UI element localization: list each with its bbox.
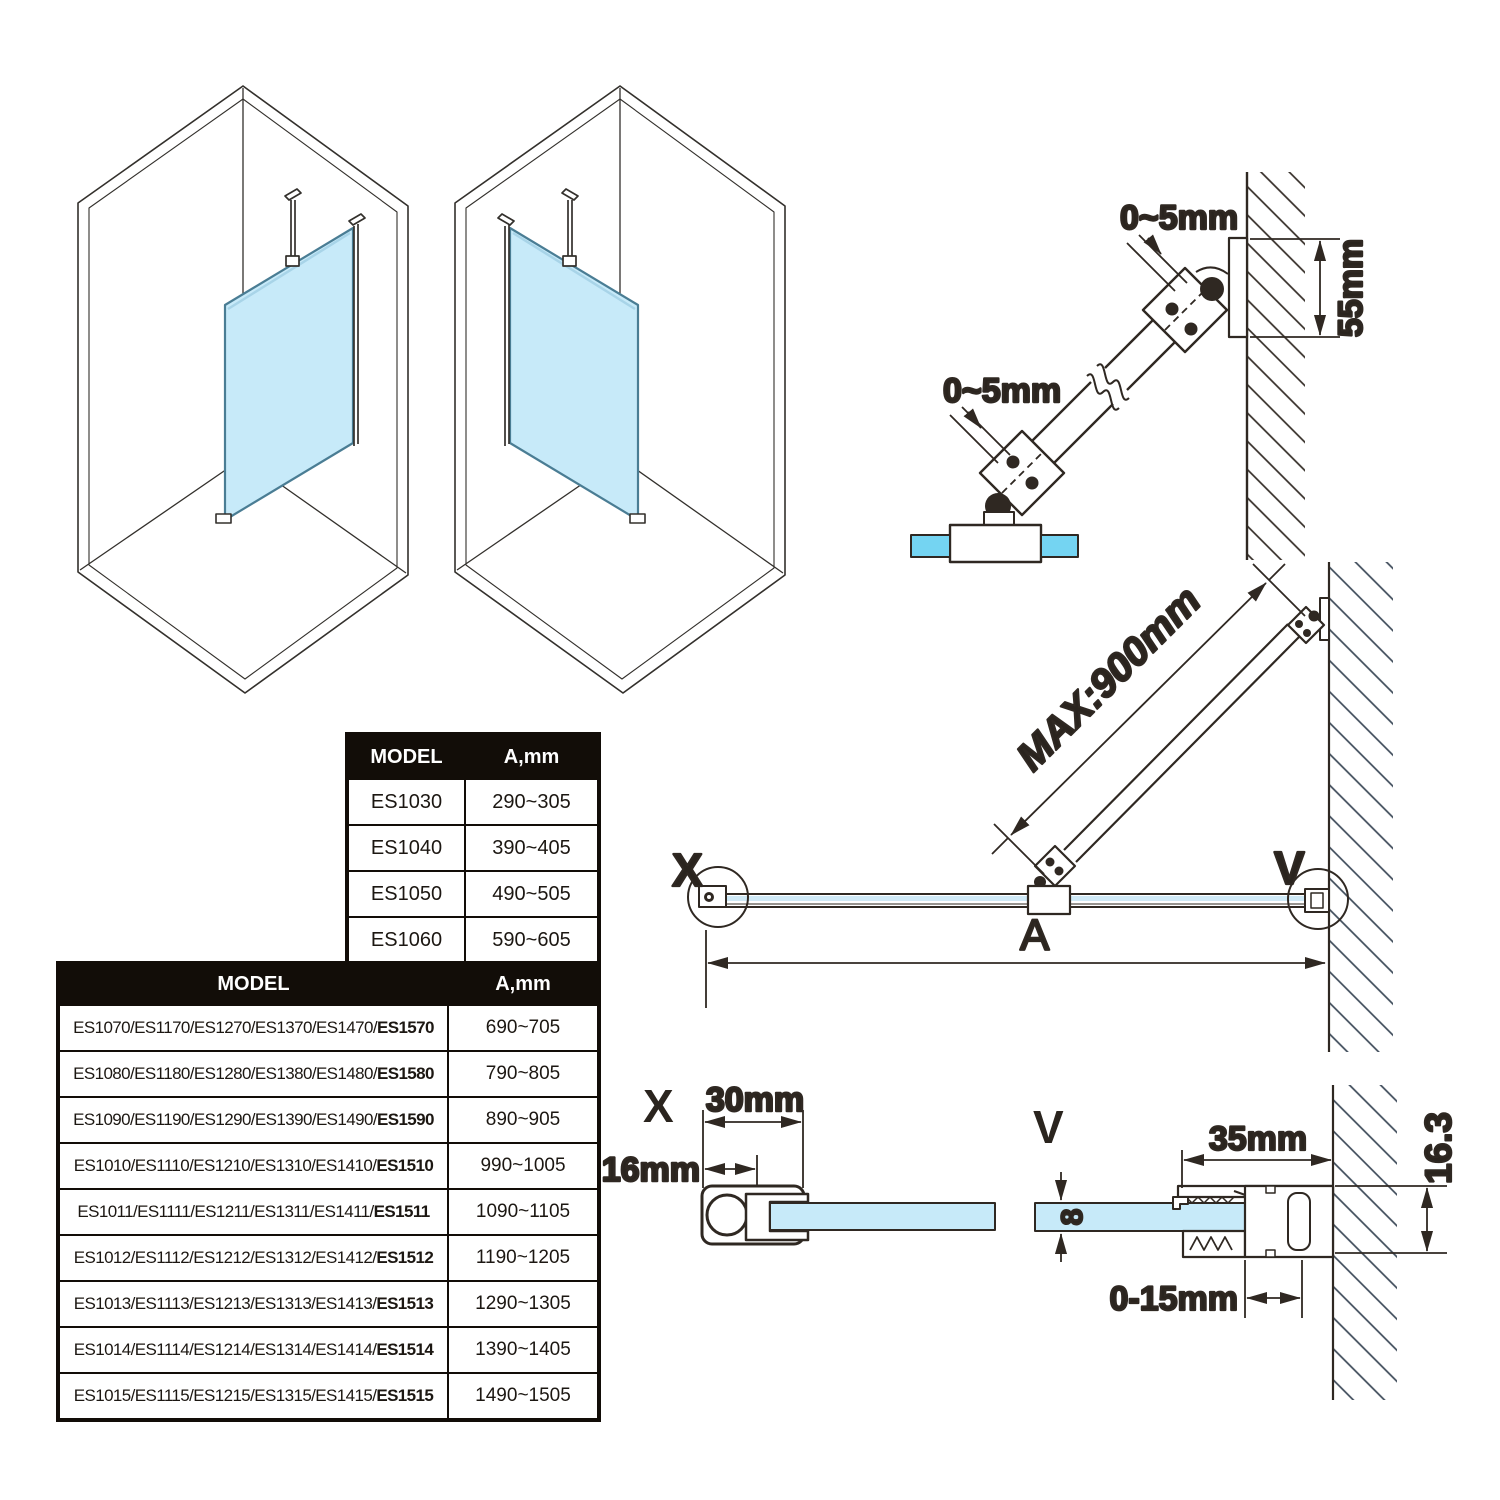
table-row [58,1097,599,1143]
tube-width-label: 16mm [601,1151,700,1189]
free-end-cap [699,886,726,907]
adjust-range-label: 0-15mm [1109,1280,1238,1318]
wall-end-profile [1305,889,1329,912]
a-mm-cell: 1290~1305 [448,1281,599,1327]
glass-section [770,1203,995,1230]
table-header-row [347,734,599,779]
detail-v-section [1033,1085,1459,1400]
profile-notch [1266,1186,1275,1193]
detail-v-title: V [1033,1101,1064,1153]
screw-hole [1185,323,1198,336]
detail-x-title: X [643,1080,674,1132]
model-cell: ES1050 [347,871,465,917]
wall-mounting-plate [1320,598,1329,640]
glass-edge-section [911,535,950,557]
iso-view-left [78,86,408,693]
model-cell: ES1011/ES1111/ES1211/ES1311/ES1411/ES1511 [58,1189,448,1235]
dim-a [706,930,1325,1008]
profile-notch [1266,1250,1275,1257]
a-mm-cell: 590~605 [465,917,599,964]
wall-hatching [1247,172,1305,560]
ceiling-support-rod [285,189,301,266]
plan-view [672,562,1393,1052]
iso-view-right [455,86,785,693]
a-mm-cell: 290~305 [465,779,599,825]
model-size-table-small [345,732,601,966]
a-mm-cell: 1390~1405 [448,1327,599,1373]
wall-plate-height-label: 55mm [1332,238,1370,338]
table-row [58,1281,599,1327]
rod-glass-clamp [286,256,299,266]
screw-hole [1007,456,1020,469]
dim-0-15mm [1245,1260,1302,1318]
model-cell: ES1012/ES1112/ES1212/ES1312/ES1412/ES1512 [58,1235,448,1281]
wall-hatching [1333,1085,1397,1400]
screw-hole [1166,303,1179,316]
rod-glass-clamp [563,256,576,266]
a-mm-cell: 490~505 [465,871,599,917]
table-row [58,1189,599,1235]
table-row [58,1235,599,1281]
a-mm-column-header: A,mm [465,734,599,779]
model-cell: ES1015/ES1115/ES1215/ES1315/ES1415/ES1515 [58,1373,448,1420]
screw-hole [1046,858,1055,867]
gap-bottom-label: 0~5mm [943,372,1062,410]
detail-x-marker: X [672,844,703,896]
glass-thickness-label: 8 [1056,1208,1089,1226]
model-cell: ES1014/ES1114/ES1214/ES1314/ES1414/ES1514 [58,1327,448,1373]
table-row [58,1373,599,1420]
model-size-table-large [56,961,601,1422]
a-mm-cell: 1490~1505 [448,1373,599,1420]
a-mm-column-header: A,mm [448,963,599,1005]
bar-max-length-label: MAX:900mm [1008,578,1210,780]
rod-top-bracket [285,189,301,200]
a-mm-cell: 790~805 [448,1051,599,1097]
model-cell: ES1070/ES1170/ES1270/ES1370/ES1470/ES1570 [58,1005,448,1051]
support-bar-bracket-detail [911,172,1370,562]
a-mm-cell: 990~1005 [448,1143,599,1189]
wall-mounting-plate [1229,238,1247,337]
profile-depth-label: 16.3 [1418,1111,1459,1185]
model-cell: ES1040 [347,825,465,871]
a-mm-cell: 690~705 [448,1005,599,1051]
support-tube-section [707,1195,747,1235]
dim-30mm [703,1110,803,1188]
model-cell: ES1080/ES1180/ES1280/ES1380/ES1480/ES1580 [58,1051,448,1097]
pivot-joint [1200,277,1224,301]
table-row [347,825,599,871]
bar-glass-bracket [1028,846,1075,914]
table-header-row [58,963,599,1005]
table-row [58,1051,599,1097]
model-cell: ES1060 [347,917,465,964]
glass-edge-section [1041,535,1078,557]
table-row [347,917,599,964]
model-column-header: MODEL [58,963,448,1005]
wall-side-clamp [1143,267,1228,352]
detail-v-marker: V [1274,842,1305,894]
a-mm-cell: 890~905 [448,1097,599,1143]
screw-hole [1295,620,1303,628]
pivot-joint [1309,611,1320,622]
a-mm-cell: 1090~1105 [448,1189,599,1235]
ceiling-support-rod [562,189,578,266]
table-row [347,871,599,917]
screw-hole [1055,867,1064,876]
a-mm-cell: 1190~1205 [448,1235,599,1281]
model-cell: ES1090/ES1190/ES1290/ES1390/ES1490/ES1590 [58,1097,448,1143]
rod-top-bracket [562,189,578,200]
gap-top-label: 0~5mm [1120,199,1239,237]
wall-hatching [1329,562,1393,1052]
model-column-header: MODEL [347,734,465,779]
floor-foot-bracket [216,514,231,523]
screw-hole [1303,629,1311,637]
screw-hole [1026,477,1039,490]
glass-clamp-block [1028,886,1070,914]
tube-break-mask [1083,360,1133,410]
a-mm-cell: 390~405 [465,825,599,871]
glass-side-clamp [980,431,1064,519]
detail-x-section [602,1080,995,1244]
profile-width-label: 35mm [1208,1120,1308,1158]
table-row [58,1005,599,1051]
floor-foot-bracket [630,514,645,523]
glass-clamp-block [950,525,1041,562]
model-cell: ES1013/ES1113/ES1213/ES1313/ES1413/ES1513 [58,1281,448,1327]
glass-tint [702,896,1305,901]
table-row [347,779,599,825]
model-cell: ES1030 [347,779,465,825]
width-dim-label: A [1020,911,1050,960]
model-cell: ES1010/ES1110/ES1210/ES1310/ES1410/ES1510 [58,1143,448,1189]
profile-width-label: 30mm [705,1081,805,1119]
table-row [58,1327,599,1373]
table-row [58,1143,599,1189]
